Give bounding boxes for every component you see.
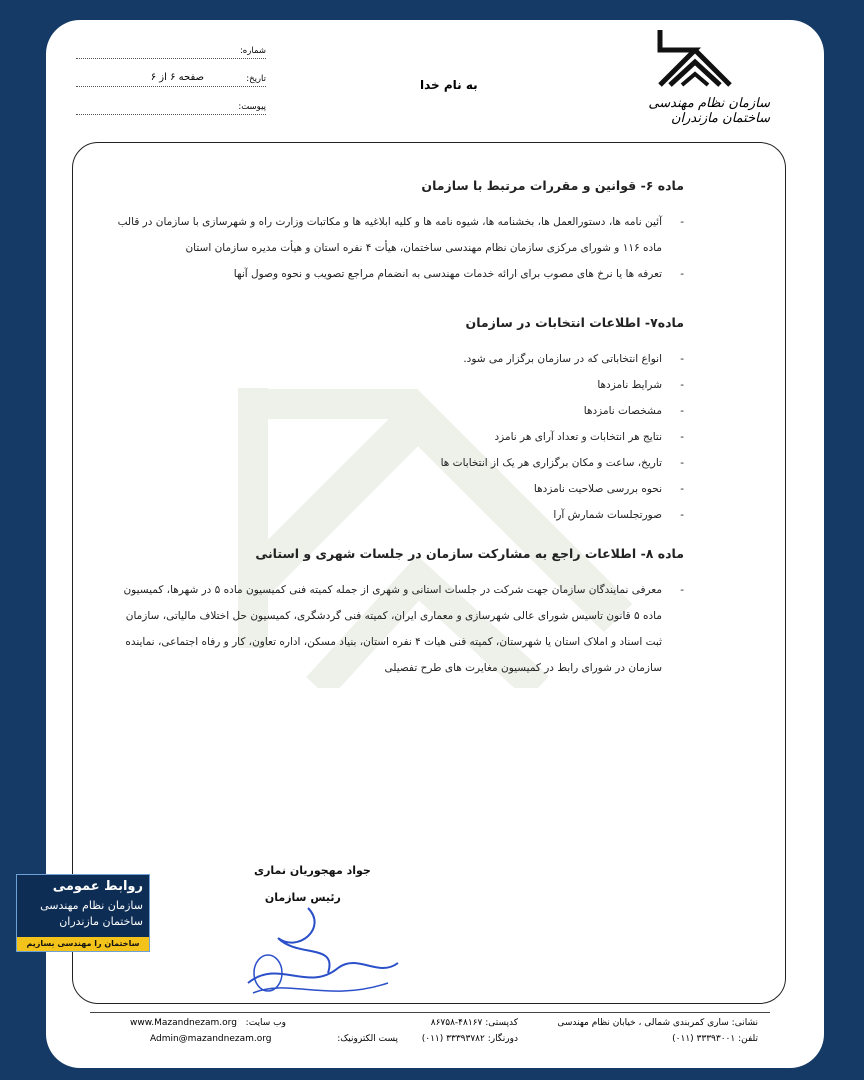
list-item: - شرایط نامزدها <box>110 372 684 398</box>
list-item: - نحوه بررسی صلاحیت نامزدها <box>110 476 684 502</box>
section-6-list <box>110 209 684 287</box>
list-item: - نتایج هر انتخابات و تعداد آرای هر نامزد <box>110 424 684 450</box>
number-row <box>76 46 266 59</box>
badge-tagline: ساختمان را مهندسی بسازیم <box>17 937 149 951</box>
footer-divider <box>90 1012 770 1013</box>
page-number: صفحه ۶ از ۶ <box>150 72 204 83</box>
signatory-role: رئیس سازمان <box>264 891 341 904</box>
footer-email-link[interactable]: Admin@mazandnezam.org <box>150 1034 272 1044</box>
attachment-label: پیوست: <box>238 102 266 112</box>
date-row <box>76 74 266 87</box>
attachment-row <box>76 102 266 115</box>
basmala: به نام خدا <box>420 78 478 92</box>
section-6-heading: ماده ۶- قوانین و مقررات مرتبط با سازمان <box>421 178 684 193</box>
date-label: تاریخ: <box>246 74 266 84</box>
footer-fax: دورنگار: ۳۳۳۹۳۷۸۲ (۰۱۱) <box>421 1034 518 1044</box>
number-label: شماره: <box>239 46 266 56</box>
organization-logo <box>650 30 740 90</box>
footer-website-label: وب سایت: <box>245 1018 286 1028</box>
organization-name: سازمان نظام مهندسی ساختمان مازندران <box>648 96 770 126</box>
document-body <box>110 178 684 681</box>
list-item: - آئین نامه ها، دستورالعمل ها، بخشنامه ها، شیوه نامه ها و کلیه ابلاغیه ها و مکاتبات وزارت راه و شهرسازی با سازمان در قالب ماده ۱۱۶ و شورای مرکزی سازمان نظام مهندسی ساختمان، هیأت ۴ نفره استان و هیأت مدیره سازمان استان <box>110 209 684 261</box>
badge-line-2: سازمان نظام مهندسی <box>40 899 143 912</box>
footer-phone: تلفن: ۳۳۳۹۳۰۰۱ (۰۱۱) <box>672 1034 758 1044</box>
footer-address: نشانی: ساری کمربندی شمالی ، خیابان نظام مهندسی <box>557 1018 758 1028</box>
signatory-name: جواد مهجوریان نماری <box>254 864 371 877</box>
list-item: - تعرفه ها یا نرخ های مصوب برای ارائه خدمات مهندسی به انضمام مراجع تصویب و نحوه وصول آنها <box>110 261 684 287</box>
footer-email-label: پست الکترونیک: <box>337 1034 398 1044</box>
footer-postal-code: کدپستی: ۴۸۱۶۷-۸۶۷۵۸ <box>430 1018 518 1028</box>
list-item: - مشخصات نامزدها <box>110 398 684 424</box>
section-8-list <box>110 577 684 681</box>
section-7-list <box>110 346 684 528</box>
badge-title: روابط عمومی <box>52 879 143 894</box>
public-relations-badge <box>16 874 150 952</box>
list-item: - صورتجلسات شمارش آرا <box>110 502 684 528</box>
list-item: - تاریخ، ساعت و مکان برگزاری هر یک از انتخابات ها <box>110 450 684 476</box>
list-item: - انواع انتخاباتی که در سازمان برگزار می شود. <box>110 346 684 372</box>
section-8-heading: ماده ۸- اطلاعات راجع به مشارکت سازمان در جلسات شهری و استانی <box>255 546 684 561</box>
footer-website-link[interactable]: www.Mazandnezam.org <box>130 1018 237 1028</box>
badge-line-3: ساختمان مازندران <box>59 915 143 928</box>
section-7-heading: ماده۷- اطلاعات انتخابات در سازمان <box>465 315 684 330</box>
list-item: - معرفی نمایندگان سازمان جهت شرکت در جلسات استانی و شهری از جمله کمیته فنی کمیسیون ماده ۵ در شهرها، کمیسیون ماده ۵ قانون تاسیس شورای عالی شهرسازی و معماری ایران، کمیته فنی گردشگری، کمیسیون حل اختلاف مالیاتی، سازمان ثبت اسناد و املاک استان یا شهرستان، کمیته فنی هیات ۴ نفره استان، بنیاد مسکن، اداره تعاون، کار و رفاه اجتماعی، نماینده سازمان در شورای رابط در کمیسیون مغایرت های طرح تفصیلی <box>110 577 684 681</box>
signature-seal <box>238 898 408 1008</box>
